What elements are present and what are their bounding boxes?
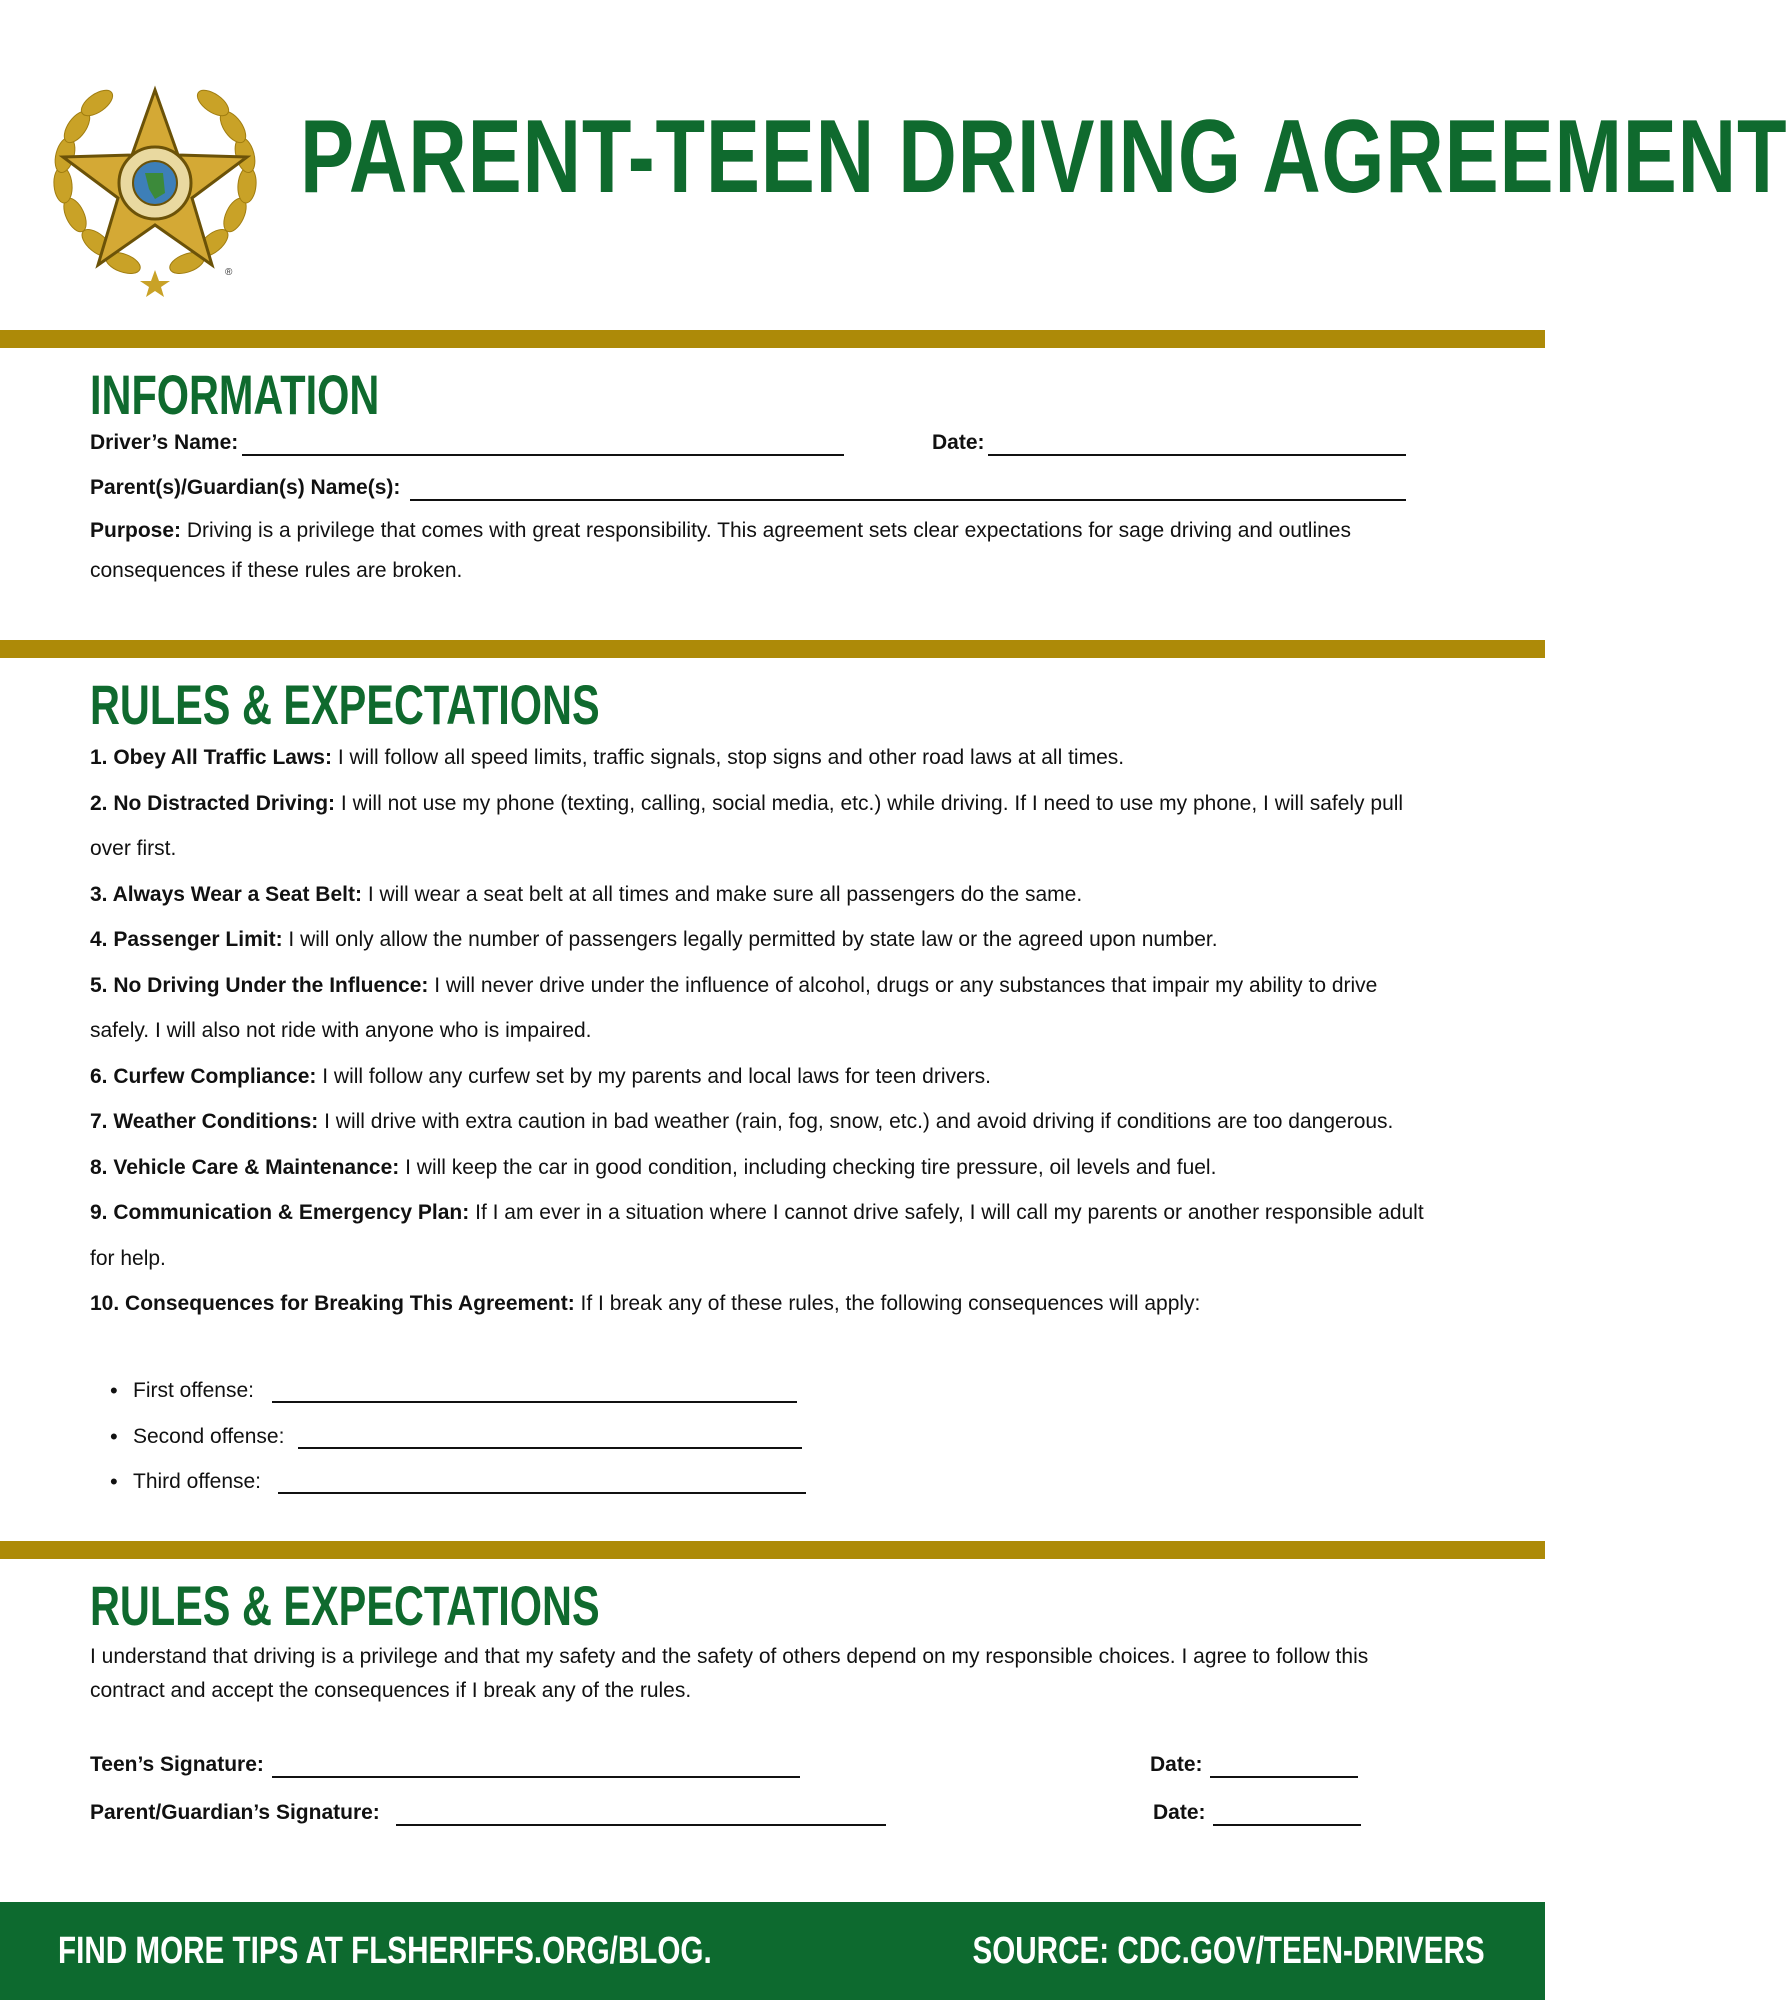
info-date-label: Date: bbox=[932, 431, 985, 454]
teen-signature-label: Teen’s Signature: bbox=[90, 1753, 264, 1776]
rule-item: 7. Weather Conditions: I will drive with extra caution in bad weather (rain, fog, snow, etc.) and avoid driving if conditions are too dangerous. bbox=[90, 1110, 1394, 1133]
guardian-name-field[interactable] bbox=[410, 479, 1406, 501]
rules-list bbox=[90, 735, 1430, 1327]
rule-item: 9. Communication & Emergency Plan: If I am ever in a situation where I cannot drive safely, I will call my parents or another responsible adult for help. bbox=[90, 1201, 1424, 1270]
divider bbox=[0, 640, 1545, 658]
first-offense-field[interactable] bbox=[272, 1380, 797, 1403]
guardian-name-label: Parent(s)/Guardian(s) Name(s): bbox=[90, 476, 401, 499]
purpose: Purpose: Driving is a privilege that comes with great responsibility. This agreement sets clear expectations for sage driving and outlines consequences if these rules are broken. bbox=[90, 519, 1351, 582]
florida-sheriffs-badge-icon bbox=[35, 65, 275, 295]
logo bbox=[35, 65, 275, 295]
rule-item: 2. No Distracted Driving: I will not use my phone (texting, calling, social media, etc.) while driving. If I need to use my phone, I will safely pull over first. bbox=[90, 791, 1404, 860]
drivers-name-label: Driver’s Name: bbox=[90, 431, 239, 454]
rule-item: 4. Passenger Limit: I will only allow the number of passengers legally permitted by state law or the agreed upon number. bbox=[90, 928, 1218, 951]
page-title: PARENT-TEEN DRIVING AGREEMENT bbox=[300, 99, 1787, 215]
parent-signature-label: Parent/Guardian’s Signature: bbox=[90, 1801, 380, 1824]
footer-source-link[interactable]: SOURCE: CDC.GOV/TEEN-DRIVERS bbox=[972, 1930, 1485, 1972]
teen-date-field[interactable] bbox=[1210, 1755, 1358, 1778]
agreement-heading: RULES & EXPECTATIONS bbox=[90, 1574, 600, 1637]
divider bbox=[0, 330, 1545, 348]
rule-item: 1. Obey All Traffic Laws: I will follow all speed limits, traffic signals, stop signs and other road laws at all times. bbox=[90, 746, 1125, 769]
bullet-icon: • bbox=[110, 1469, 118, 1494]
info-date-field[interactable] bbox=[988, 434, 1406, 456]
third-offense-label: Third offense: bbox=[133, 1470, 262, 1493]
rule-item: 8. Vehicle Care & Maintenance: I will keep the car in good condition, including checking tire pressure, oil levels and fuel. bbox=[90, 1155, 1217, 1179]
agreement-text: I understand that driving is a privilege and that my safety and the safety of others depend on my responsible choices. I agree to follow this contract and accept the consequences if I break any of the rules. bbox=[90, 1645, 1369, 1702]
footer-tips-link[interactable]: FIND MORE TIPS AT FLSHERIFFS.ORG/BLOG. bbox=[58, 1930, 712, 1972]
information-heading: INFORMATION bbox=[90, 363, 380, 426]
registered-mark: ® bbox=[225, 267, 233, 278]
second-offense-field[interactable] bbox=[298, 1426, 802, 1449]
teen-signature-field[interactable] bbox=[272, 1755, 800, 1778]
rule-item: 6. Curfew Compliance: I will follow any curfew set by my parents and local laws for teen drivers. bbox=[90, 1064, 992, 1088]
bullet-icon: • bbox=[110, 1378, 118, 1403]
parent-date-field[interactable] bbox=[1213, 1803, 1361, 1826]
rules-heading: RULES & EXPECTATIONS bbox=[90, 673, 600, 736]
rule-item: 5. No Driving Under the Influence: I will never drive under the influence of alcohol, drugs or any substances that impair my ability to drive safely. I will also not ride with anyone who is impaired. bbox=[90, 973, 1378, 1042]
teen-date-label: Date: bbox=[1150, 1753, 1203, 1776]
drivers-name-field[interactable] bbox=[242, 434, 844, 456]
parent-signature-field[interactable] bbox=[396, 1803, 886, 1826]
second-offense-label: Second offense: bbox=[133, 1425, 285, 1448]
rule-item: 10. Consequences for Breaking This Agreement: If I break any of these rules, the following consequences will apply: bbox=[90, 1292, 1201, 1315]
third-offense-field[interactable] bbox=[278, 1471, 806, 1494]
first-offense-label: First offense: bbox=[133, 1379, 254, 1402]
bullet-icon: • bbox=[110, 1424, 118, 1449]
divider bbox=[0, 1541, 1545, 1559]
parent-date-label: Date: bbox=[1153, 1801, 1206, 1824]
rule-item: 3. Always Wear a Seat Belt: I will wear a seat belt at all times and make sure all passengers do the same. bbox=[90, 882, 1083, 906]
